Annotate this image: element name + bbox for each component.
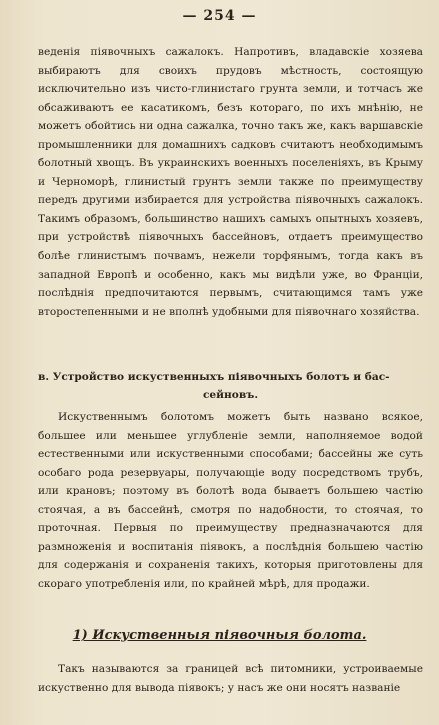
paragraph — [38, 408, 423, 593]
paragraph-text: Искуственнымъ болотомъ можетъ быть названо всякое, большее или меньшее углубленіе земли, наполняемое водой естественными или искуственными способами; бассейны же суть особаго рода резервуары, получающіе воду посредствомъ трубъ, или крановъ; поэтому въ болотѣ вода бываетъ большею частію стоячая, а въ бассейнѣ, смотря по надобности, то стоячая, то проточная. Первыя по преимуществу предназначаются для размноженія и воспитанія піявокъ, а послѣднія большею частію для содержанія и сохраненія такихъ, которыя приготовлены для скораго употребленія или, по крайней мѣрѣ, для продажи. — [38, 411, 423, 590]
paragraph — [38, 660, 423, 697]
section-heading — [38, 368, 423, 404]
paragraph-text: веденія піявочныхъ сажалокъ. Напротивъ, владавскіе хозяева выбираютъ для своихъ прудовъ мѣстность, состоящую исключительно изъ чисто-глинистаго грунта земли, и тотчасъ же обсаживаютъ ее касатикомъ, безъ котораго, по ихъ мнѣнію, не можетъ обойтись ни одна сажалка, точно такъ же, какъ варшавскіе промышленники для домашнихъ садковъ считаютъ необходимымъ болотный хвощъ. Въ украинскихъ военныхъ поселеніяхъ, въ Крыму и Черноморѣ, глинистый грунтъ земли также по преимуществу передъ другими избирается для устройства піявочныхъ сажалокъ. Такимъ образомъ, большинство нашихъ самыхъ опытныхъ хозяевъ, при устройствѣ піявочныхъ бассейновъ, отдаетъ преимущество болѣе глинистымъ почвамъ, нежели торфянымъ, тогда какъ въ западной Европѣ и особенно, какъ мы видѣли уже, во Франціи, послѣднія предпочитаются первымъ, считающимся тамъ уже второстепенными и не вполнѣ удобными для піявочнаго хозяйства. — [38, 46, 423, 318]
section-heading-line-1: в. Устройство искуственныхъ піявочныхъ болотъ и бас- — [38, 371, 390, 383]
paragraph — [38, 43, 423, 321]
subsection-heading: 1) Искуственныя піявочныя болота. — [72, 628, 367, 643]
paragraph-text: Такъ называются за границей всѣ питомники, устроиваемые искуственно для вывода піявокъ; у насъ же они носятъ названіе — [38, 663, 423, 694]
page-number: — 254 — — [182, 8, 257, 24]
section-heading-line-2: сейновъ. — [202, 389, 259, 401]
